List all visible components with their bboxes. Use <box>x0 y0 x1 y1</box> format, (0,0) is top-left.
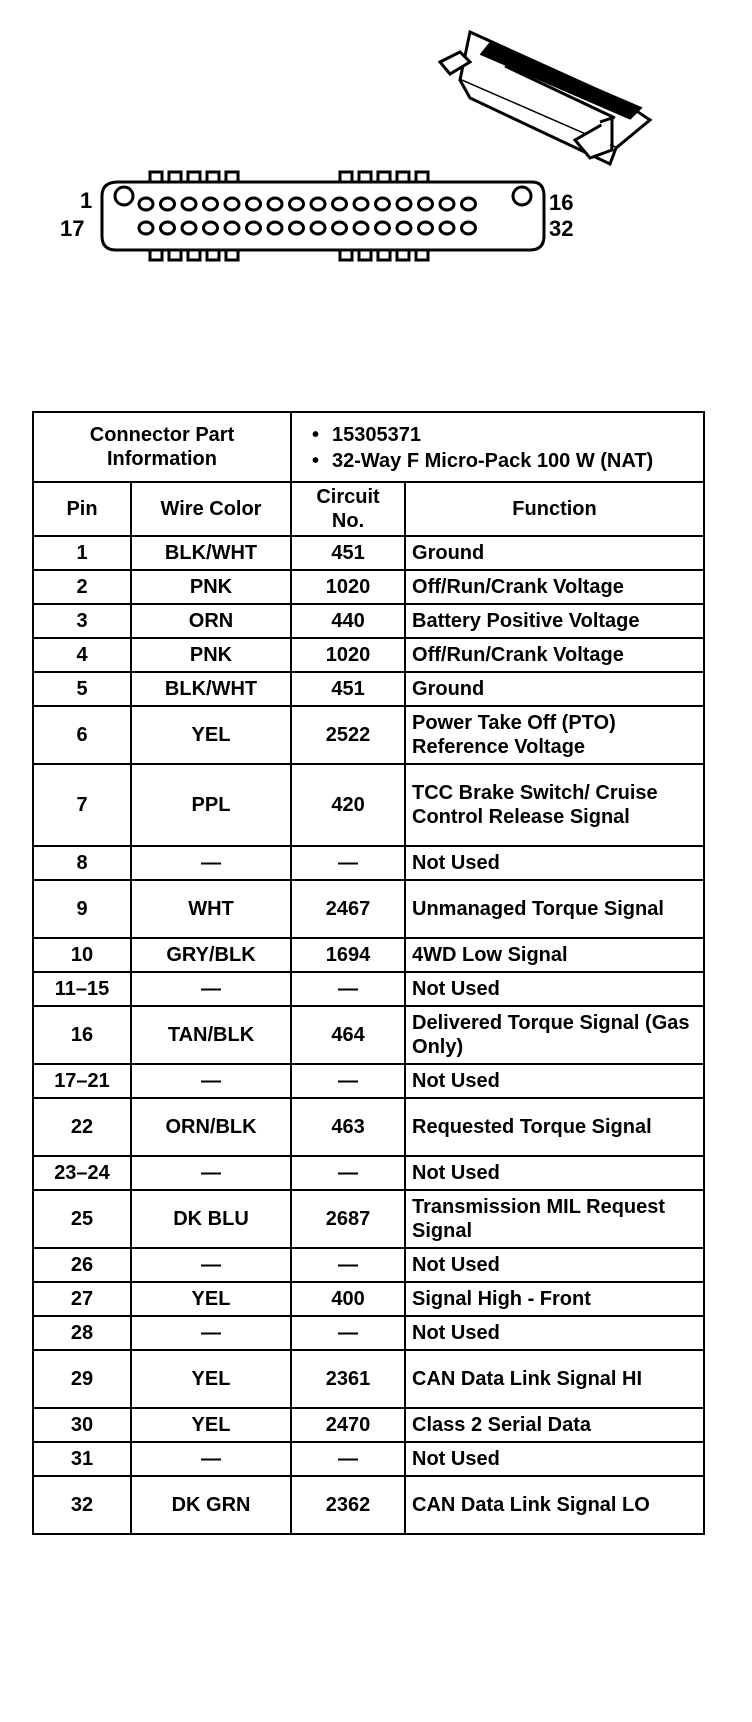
circuit-cell: 464 <box>291 1006 405 1064</box>
pin-hole <box>204 222 218 234</box>
pin-hole <box>182 198 196 210</box>
circuit-cell: 2687 <box>291 1190 405 1248</box>
pin-hole <box>268 198 282 210</box>
function-cell: CAN Data Link Signal LO <box>405 1476 704 1534</box>
wire-color-cell: — <box>131 1248 291 1282</box>
table-row <box>33 604 704 638</box>
pin-cell: 30 <box>33 1408 131 1442</box>
circuit-cell: 2522 <box>291 706 405 764</box>
function-cell: 4WD Low Signal <box>405 938 704 972</box>
circuit-cell: — <box>291 1442 405 1476</box>
connector-info-cell <box>291 412 704 482</box>
table-header-row <box>33 482 704 536</box>
table-row <box>33 672 704 706</box>
function-cell: Not Used <box>405 1442 704 1476</box>
pin-hole <box>440 222 454 234</box>
table-row <box>33 1408 704 1442</box>
pin-cell: 3 <box>33 604 131 638</box>
wire-color-cell: DK GRN <box>131 1476 291 1534</box>
pin-hole <box>204 198 218 210</box>
table-row <box>33 1190 704 1248</box>
circuit-cell: — <box>291 1248 405 1282</box>
table-row <box>33 536 704 570</box>
function-cell: Ground <box>405 672 704 706</box>
pin-cell: 4 <box>33 638 131 672</box>
function-cell: Battery Positive Voltage <box>405 604 704 638</box>
circuit-cell: 2470 <box>291 1408 405 1442</box>
pin-hole <box>376 222 390 234</box>
circuit-cell: 463 <box>291 1098 405 1156</box>
pin-label-17: 17 <box>60 216 85 241</box>
wire-color-cell: PNK <box>131 638 291 672</box>
pin-hole <box>333 198 347 210</box>
function-cell: Not Used <box>405 1156 704 1190</box>
wire-color-cell: — <box>131 846 291 880</box>
wire-color-cell: YEL <box>131 706 291 764</box>
connector-pinout-table <box>32 411 705 1535</box>
function-cell: Not Used <box>405 846 704 880</box>
pin-hole <box>139 198 153 210</box>
function-cell: Not Used <box>405 1248 704 1282</box>
pin-cell: 2 <box>33 570 131 604</box>
table-row <box>33 846 704 880</box>
function-cell: Transmission MIL Request Signal <box>405 1190 704 1248</box>
function-cell: Signal High - Front <box>405 1282 704 1316</box>
pin-cell: 10 <box>33 938 131 972</box>
table-row <box>33 1098 704 1156</box>
pin-cell: 23–24 <box>33 1156 131 1190</box>
wire-color-cell: ORN <box>131 604 291 638</box>
wire-color-cell: YEL <box>131 1282 291 1316</box>
header-wire-color: Wire Color <box>131 482 291 536</box>
pin-hole <box>419 198 433 210</box>
pin-hole <box>354 222 368 234</box>
wire-color-cell: ORN/BLK <box>131 1098 291 1156</box>
pin-cell: 11–15 <box>33 972 131 1006</box>
pin-hole <box>225 198 239 210</box>
connector-info-title: Connector Part Information <box>33 412 291 482</box>
connector-description: • 32-Way F Micro-Pack 100 W (NAT) <box>312 449 693 473</box>
table-row <box>33 570 704 604</box>
function-cell: CAN Data Link Signal HI <box>405 1350 704 1408</box>
pin-cell: 8 <box>33 846 131 880</box>
circuit-cell: 1020 <box>291 570 405 604</box>
pin-hole <box>139 222 153 234</box>
table-row <box>33 1350 704 1408</box>
pin-cell: 16 <box>33 1006 131 1064</box>
pin-cell: 26 <box>33 1248 131 1282</box>
circuit-cell: — <box>291 1064 405 1098</box>
pin-hole <box>247 222 261 234</box>
circuit-cell: — <box>291 1316 405 1350</box>
circuit-cell: — <box>291 972 405 1006</box>
pin-hole <box>161 198 175 210</box>
function-cell: Not Used <box>405 1316 704 1350</box>
wire-color-cell: TAN/BLK <box>131 1006 291 1064</box>
connector-3d-illustration <box>440 32 650 164</box>
function-cell: Off/Run/Crank Voltage <box>405 638 704 672</box>
wire-color-cell: — <box>131 972 291 1006</box>
pin-cell: 31 <box>33 1442 131 1476</box>
table-row <box>33 880 704 938</box>
pin-cell: 22 <box>33 1098 131 1156</box>
header-pin: Pin <box>33 482 131 536</box>
function-cell: Off/Run/Crank Voltage <box>405 570 704 604</box>
pin-hole <box>182 222 196 234</box>
circuit-cell: 400 <box>291 1282 405 1316</box>
pin-label-1: 1 <box>80 188 93 213</box>
circuit-cell: — <box>291 846 405 880</box>
pin-hole <box>290 198 304 210</box>
pin-hole <box>290 222 304 234</box>
pin-label-16: 16 <box>549 190 574 215</box>
wire-color-cell: BLK/WHT <box>131 536 291 570</box>
pin-cell: 5 <box>33 672 131 706</box>
pin-hole <box>462 198 476 210</box>
circuit-cell: 2362 <box>291 1476 405 1534</box>
function-cell: Not Used <box>405 1064 704 1098</box>
wire-color-cell: GRY/BLK <box>131 938 291 972</box>
pin-cell: 6 <box>33 706 131 764</box>
wire-color-cell: PNK <box>131 570 291 604</box>
circuit-cell: 1020 <box>291 638 405 672</box>
pin-cell: 28 <box>33 1316 131 1350</box>
table-row <box>33 938 704 972</box>
circuit-cell: 451 <box>291 672 405 706</box>
table-row <box>33 1442 704 1476</box>
function-cell: Not Used <box>405 972 704 1006</box>
function-cell: Ground <box>405 536 704 570</box>
pin-hole <box>268 222 282 234</box>
function-cell: TCC Brake Switch/ Cruise Control Release Signal <box>405 764 704 846</box>
pin-hole <box>419 222 433 234</box>
function-cell: Class 2 Serial Data <box>405 1408 704 1442</box>
table-row <box>33 1006 704 1064</box>
pin-hole <box>376 198 390 210</box>
circuit-cell: 451 <box>291 536 405 570</box>
pin-hole <box>311 222 325 234</box>
pin-cell: 9 <box>33 880 131 938</box>
function-cell: Power Take Off (PTO) Reference Voltage <box>405 706 704 764</box>
function-cell: Requested Torque Signal <box>405 1098 704 1156</box>
wire-color-cell: — <box>131 1442 291 1476</box>
header-function: Function <box>405 482 704 536</box>
pin-hole <box>462 222 476 234</box>
function-cell: Delivered Torque Signal (Gas Only) <box>405 1006 704 1064</box>
pin-label-32: 32 <box>549 216 574 241</box>
pin-cell: 32 <box>33 1476 131 1534</box>
table-row <box>33 1156 704 1190</box>
pin-hole <box>225 222 239 234</box>
pin-hole <box>247 198 261 210</box>
table-row <box>33 1064 704 1098</box>
circuit-cell: 2361 <box>291 1350 405 1408</box>
pin-hole <box>397 198 411 210</box>
connector-part-number: • 15305371 <box>312 423 693 447</box>
wire-color-cell: YEL <box>131 1350 291 1408</box>
circuit-cell: 420 <box>291 764 405 846</box>
wire-color-cell: BLK/WHT <box>131 672 291 706</box>
pin-hole <box>397 222 411 234</box>
wire-color-cell: DK BLU <box>131 1190 291 1248</box>
pin-hole <box>161 222 175 234</box>
table-row <box>33 1476 704 1534</box>
pin-cell: 7 <box>33 764 131 846</box>
function-cell: Unmanaged Torque Signal <box>405 880 704 938</box>
pin-cell: 17–21 <box>33 1064 131 1098</box>
pin-cell: 27 <box>33 1282 131 1316</box>
wire-color-cell: WHT <box>131 880 291 938</box>
pin-cell: 25 <box>33 1190 131 1248</box>
table-row <box>33 972 704 1006</box>
circuit-cell: 1694 <box>291 938 405 972</box>
header-circuit-no: Circuit No. <box>291 482 405 536</box>
connector-face <box>102 172 544 260</box>
pin-hole <box>311 198 325 210</box>
pin-cell: 1 <box>33 536 131 570</box>
pin-hole <box>440 198 454 210</box>
wire-color-cell: — <box>131 1156 291 1190</box>
table-row <box>33 764 704 846</box>
table-row <box>33 1282 704 1316</box>
wire-color-cell: — <box>131 1316 291 1350</box>
pin-hole <box>354 198 368 210</box>
circuit-cell: 2467 <box>291 880 405 938</box>
wire-color-cell: PPL <box>131 764 291 846</box>
wire-color-cell: YEL <box>131 1408 291 1442</box>
wire-color-cell: — <box>131 1064 291 1098</box>
circuit-cell: 440 <box>291 604 405 638</box>
circuit-cell: — <box>291 1156 405 1190</box>
table-row <box>33 1316 704 1350</box>
pin-cell: 29 <box>33 1350 131 1408</box>
connector-diagram <box>0 0 752 330</box>
table-row <box>33 638 704 672</box>
table-row <box>33 1248 704 1282</box>
table-row <box>33 706 704 764</box>
pin-hole <box>333 222 347 234</box>
